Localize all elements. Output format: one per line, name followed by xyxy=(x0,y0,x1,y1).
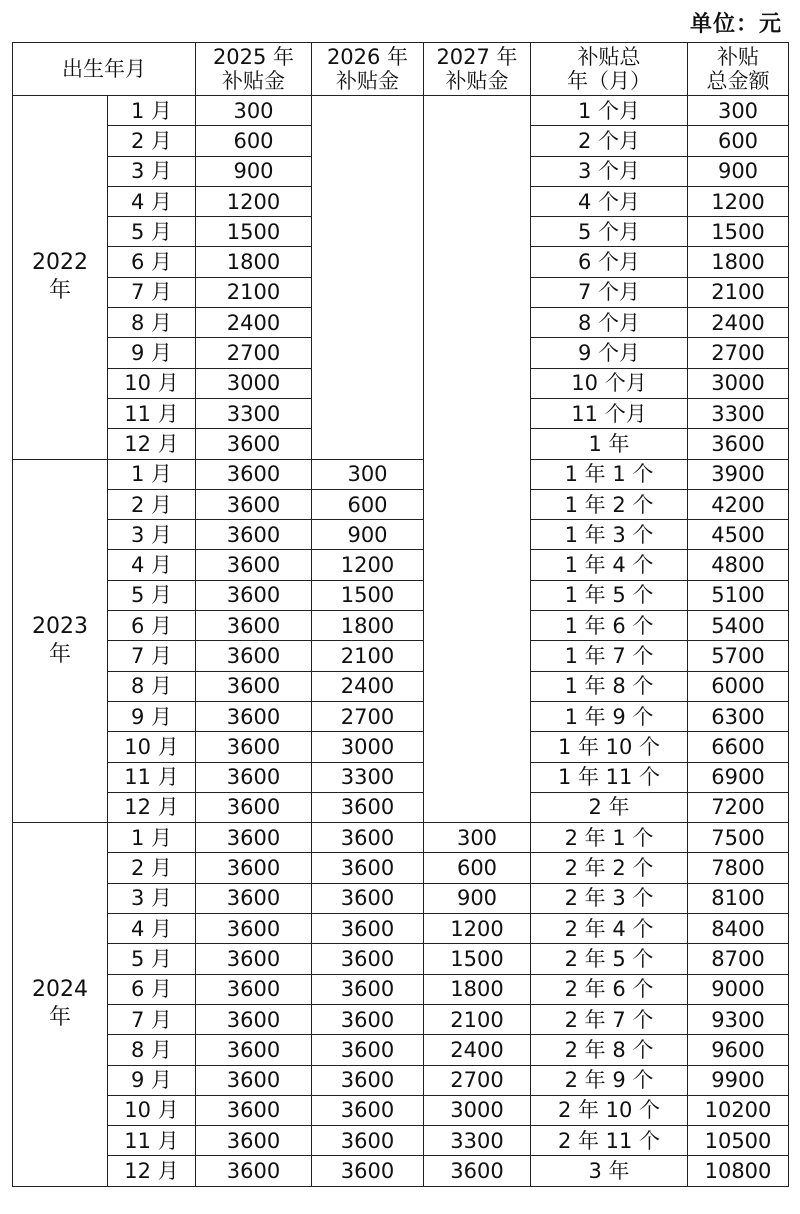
subsidy-2026-cell: 2100 xyxy=(312,641,424,671)
subsidy-2026-cell: 3600 xyxy=(312,974,424,1004)
total-amount-cell: 9900 xyxy=(688,1065,789,1095)
table-row xyxy=(13,883,789,913)
subsidy-2025-cell: 3600 xyxy=(196,914,312,944)
duration-cell: 6 个月 xyxy=(531,247,688,277)
total-amount-cell: 7800 xyxy=(688,853,789,883)
birth-month-cell: 8 月 xyxy=(108,671,196,701)
total-amount-cell: 6900 xyxy=(688,762,789,792)
subsidy-2026-cell: 1200 xyxy=(312,550,424,580)
subsidy-2025-cell: 3600 xyxy=(196,823,312,853)
total-amount-cell: 2100 xyxy=(688,277,789,307)
birth-month-cell: 7 月 xyxy=(108,641,196,671)
birth-month-cell: 6 月 xyxy=(108,247,196,277)
birth-month-cell: 12 月 xyxy=(108,1156,196,1186)
header-total: 补贴 总金额 xyxy=(688,43,789,96)
birth-month-cell: 6 月 xyxy=(108,974,196,1004)
subsidy-2026-cell: 1500 xyxy=(312,580,424,610)
subsidy-2027-cell: 900 xyxy=(424,883,531,913)
duration-cell: 8 个月 xyxy=(531,308,688,338)
subsidy-2025-cell: 3600 xyxy=(196,1156,312,1186)
total-amount-cell: 300 xyxy=(688,96,789,126)
duration-cell: 2 年 11 个 xyxy=(531,1126,688,1156)
subsidy-2025-cell: 3300 xyxy=(196,398,312,428)
duration-cell: 1 个月 xyxy=(531,96,688,126)
total-amount-cell: 10500 xyxy=(688,1126,789,1156)
header-2025: 2025 年 补贴金 xyxy=(196,43,312,96)
table-row xyxy=(13,974,789,1004)
duration-cell: 2 年 xyxy=(531,792,688,822)
birth-month-cell: 2 月 xyxy=(108,853,196,883)
subsidy-2025-cell: 3600 xyxy=(196,641,312,671)
birth-month-cell: 4 月 xyxy=(108,914,196,944)
birth-month-cell: 4 月 xyxy=(108,186,196,216)
duration-cell: 1 年 11 个 xyxy=(531,762,688,792)
unit-label: 单位：元 xyxy=(689,12,782,37)
subsidy-2027-cell: 2400 xyxy=(424,1035,531,1065)
birth-month-cell: 5 月 xyxy=(108,217,196,247)
subsidy-2025-cell: 3600 xyxy=(196,1004,312,1034)
birth-month-cell: 3 月 xyxy=(108,520,196,550)
table-row xyxy=(13,459,789,489)
duration-cell: 1 年 1 个 xyxy=(531,459,688,489)
subsidy-2025-cell: 3600 xyxy=(196,701,312,731)
subsidy-2025-cell: 3600 xyxy=(196,489,312,519)
empty-cell xyxy=(424,96,531,823)
total-amount-cell: 6300 xyxy=(688,701,789,731)
total-amount-cell: 8100 xyxy=(688,883,789,913)
table-row xyxy=(13,1156,789,1186)
subsidy-2026-cell: 3600 xyxy=(312,1035,424,1065)
subsidy-2025-cell: 3600 xyxy=(196,883,312,913)
empty-cell xyxy=(312,96,424,460)
birth-month-cell: 7 月 xyxy=(108,277,196,307)
table-row xyxy=(13,671,789,701)
duration-cell: 2 个月 xyxy=(531,126,688,156)
subsidy-2027-cell: 2700 xyxy=(424,1065,531,1095)
duration-cell: 7 个月 xyxy=(531,277,688,307)
subsidy-2026-cell: 900 xyxy=(312,520,424,550)
duration-cell: 11 个月 xyxy=(531,398,688,428)
duration-cell: 5 个月 xyxy=(531,217,688,247)
subsidy-2025-cell: 3600 xyxy=(196,974,312,1004)
subsidy-2027-cell: 2100 xyxy=(424,1004,531,1034)
subsidy-2026-cell: 3600 xyxy=(312,883,424,913)
subsidy-2025-cell: 3600 xyxy=(196,853,312,883)
subsidy-2025-cell: 3600 xyxy=(196,762,312,792)
subsidy-2025-cell: 300 xyxy=(196,96,312,126)
table-row xyxy=(13,1065,789,1095)
birth-month-cell: 9 月 xyxy=(108,701,196,731)
subsidy-2025-cell: 3600 xyxy=(196,580,312,610)
total-amount-cell: 8700 xyxy=(688,944,789,974)
header-2027: 2027 年 补贴金 xyxy=(424,43,531,96)
total-amount-cell: 5100 xyxy=(688,580,789,610)
total-amount-cell: 10200 xyxy=(688,1095,789,1125)
birth-month-cell: 7 月 xyxy=(108,1004,196,1034)
header-duration: 补贴总 年（月） xyxy=(531,43,688,96)
subsidy-2025-cell: 3600 xyxy=(196,792,312,822)
duration-cell: 1 年 3 个 xyxy=(531,520,688,550)
table-row xyxy=(13,580,789,610)
birth-month-cell: 11 月 xyxy=(108,398,196,428)
total-amount-cell: 600 xyxy=(688,126,789,156)
table-row xyxy=(13,792,789,822)
subsidy-2026-cell: 1800 xyxy=(312,611,424,641)
birth-year-cell: 2023 年 xyxy=(13,459,108,823)
subsidy-2025-cell: 3600 xyxy=(196,1095,312,1125)
duration-cell: 2 年 1 个 xyxy=(531,823,688,853)
table-row xyxy=(13,611,789,641)
total-amount-cell: 4500 xyxy=(688,520,789,550)
birth-month-cell: 10 月 xyxy=(108,1095,196,1125)
table-row xyxy=(13,96,789,126)
table-row xyxy=(13,550,789,580)
subsidy-2026-cell: 3600 xyxy=(312,853,424,883)
birth-month-cell: 1 月 xyxy=(108,823,196,853)
duration-cell: 10 个月 xyxy=(531,368,688,398)
duration-cell: 2 年 4 个 xyxy=(531,914,688,944)
subsidy-2026-cell: 3600 xyxy=(312,1095,424,1125)
subsidy-2026-cell: 3600 xyxy=(312,792,424,822)
subsidy-2025-cell: 900 xyxy=(196,156,312,186)
birth-month-cell: 9 月 xyxy=(108,338,196,368)
subsidy-table xyxy=(12,42,789,1187)
subsidy-2026-cell: 3300 xyxy=(312,762,424,792)
subsidy-2025-cell: 3600 xyxy=(196,944,312,974)
subsidy-2026-cell: 3600 xyxy=(312,944,424,974)
subsidy-2027-cell: 3300 xyxy=(424,1126,531,1156)
total-amount-cell: 6600 xyxy=(688,732,789,762)
subsidy-2025-cell: 3600 xyxy=(196,1065,312,1095)
total-amount-cell: 3300 xyxy=(688,398,789,428)
total-amount-cell: 3000 xyxy=(688,368,789,398)
total-amount-cell: 3600 xyxy=(688,429,789,459)
table-row xyxy=(13,489,789,519)
total-amount-cell: 7200 xyxy=(688,792,789,822)
table-row xyxy=(13,762,789,792)
birth-month-cell: 2 月 xyxy=(108,489,196,519)
duration-cell: 2 年 3 个 xyxy=(531,883,688,913)
duration-cell: 2 年 8 个 xyxy=(531,1035,688,1065)
total-amount-cell: 1200 xyxy=(688,186,789,216)
subsidy-2025-cell: 1500 xyxy=(196,217,312,247)
birth-month-cell: 10 月 xyxy=(108,368,196,398)
duration-cell: 2 年 10 个 xyxy=(531,1095,688,1125)
birth-month-cell: 6 月 xyxy=(108,611,196,641)
birth-month-cell: 11 月 xyxy=(108,1126,196,1156)
birth-month-cell: 11 月 xyxy=(108,762,196,792)
subsidy-2025-cell: 3000 xyxy=(196,368,312,398)
subsidy-2026-cell: 3600 xyxy=(312,1065,424,1095)
subsidy-2025-cell: 2400 xyxy=(196,308,312,338)
total-amount-cell: 4200 xyxy=(688,489,789,519)
duration-cell: 2 年 5 个 xyxy=(531,944,688,974)
subsidy-2026-cell: 3000 xyxy=(312,732,424,762)
subsidy-2025-cell: 3600 xyxy=(196,671,312,701)
birth-month-cell: 2 月 xyxy=(108,126,196,156)
subsidy-2027-cell: 3600 xyxy=(424,1156,531,1186)
subsidy-2027-cell: 1500 xyxy=(424,944,531,974)
header-2026: 2026 年 补贴金 xyxy=(312,43,424,96)
subsidy-2025-cell: 2700 xyxy=(196,338,312,368)
birth-month-cell: 8 月 xyxy=(108,1035,196,1065)
header-row xyxy=(13,43,789,96)
birth-month-cell: 12 月 xyxy=(108,792,196,822)
table-row xyxy=(13,914,789,944)
duration-cell: 2 年 9 个 xyxy=(531,1065,688,1095)
birth-month-cell: 5 月 xyxy=(108,580,196,610)
birth-month-cell: 3 月 xyxy=(108,883,196,913)
total-amount-cell: 7500 xyxy=(688,823,789,853)
header-birth: 出生年月 xyxy=(13,43,196,96)
total-amount-cell: 9300 xyxy=(688,1004,789,1034)
duration-cell: 1 年 xyxy=(531,429,688,459)
birth-month-cell: 4 月 xyxy=(108,550,196,580)
birth-month-cell: 12 月 xyxy=(108,429,196,459)
birth-month-cell: 10 月 xyxy=(108,732,196,762)
total-amount-cell: 900 xyxy=(688,156,789,186)
subsidy-2027-cell: 3000 xyxy=(424,1095,531,1125)
subsidy-2025-cell: 1800 xyxy=(196,247,312,277)
birth-month-cell: 1 月 xyxy=(108,459,196,489)
birth-month-cell: 3 月 xyxy=(108,156,196,186)
duration-cell: 2 年 2 个 xyxy=(531,853,688,883)
subsidy-2026-cell: 3600 xyxy=(312,1156,424,1186)
total-amount-cell: 9000 xyxy=(688,974,789,1004)
duration-cell: 1 年 5 个 xyxy=(531,580,688,610)
total-amount-cell: 10800 xyxy=(688,1156,789,1186)
duration-cell: 1 年 8 个 xyxy=(531,671,688,701)
table-row xyxy=(13,520,789,550)
subsidy-2026-cell: 600 xyxy=(312,489,424,519)
subsidy-2027-cell: 300 xyxy=(424,823,531,853)
subsidy-2026-cell: 3600 xyxy=(312,823,424,853)
birth-month-cell: 8 月 xyxy=(108,308,196,338)
subsidy-2025-cell: 3600 xyxy=(196,550,312,580)
table-row xyxy=(13,1095,789,1125)
table-row xyxy=(13,1126,789,1156)
total-amount-cell: 1500 xyxy=(688,217,789,247)
subsidy-2025-cell: 2100 xyxy=(196,277,312,307)
table-row xyxy=(13,944,789,974)
duration-cell: 2 年 7 个 xyxy=(531,1004,688,1034)
birth-year-cell: 2024 年 xyxy=(13,823,108,1187)
total-amount-cell: 1800 xyxy=(688,247,789,277)
table-row xyxy=(13,823,789,853)
subsidy-2026-cell: 2700 xyxy=(312,701,424,731)
subsidy-2025-cell: 3600 xyxy=(196,1126,312,1156)
subsidy-2027-cell: 600 xyxy=(424,853,531,883)
table-row xyxy=(13,853,789,883)
total-amount-cell: 5700 xyxy=(688,641,789,671)
subsidy-2026-cell: 3600 xyxy=(312,1126,424,1156)
duration-cell: 1 年 2 个 xyxy=(531,489,688,519)
subsidy-2025-cell: 3600 xyxy=(196,1035,312,1065)
table-row xyxy=(13,641,789,671)
subsidy-2026-cell: 300 xyxy=(312,459,424,489)
duration-cell: 1 年 6 个 xyxy=(531,611,688,641)
subsidy-2026-cell: 2400 xyxy=(312,671,424,701)
duration-cell: 9 个月 xyxy=(531,338,688,368)
subsidy-2026-cell: 3600 xyxy=(312,1004,424,1034)
subsidy-2025-cell: 3600 xyxy=(196,732,312,762)
subsidy-2025-cell: 1200 xyxy=(196,186,312,216)
subsidy-2025-cell: 3600 xyxy=(196,429,312,459)
table-row xyxy=(13,701,789,731)
subsidy-2025-cell: 600 xyxy=(196,126,312,156)
birth-year-cell: 2022 年 xyxy=(13,96,108,460)
total-amount-cell: 6000 xyxy=(688,671,789,701)
duration-cell: 3 年 xyxy=(531,1156,688,1186)
duration-cell: 1 年 10 个 xyxy=(531,732,688,762)
table-row xyxy=(13,1004,789,1034)
duration-cell: 1 年 9 个 xyxy=(531,701,688,731)
total-amount-cell: 4800 xyxy=(688,550,789,580)
duration-cell: 3 个月 xyxy=(531,156,688,186)
duration-cell: 2 年 6 个 xyxy=(531,974,688,1004)
birth-month-cell: 9 月 xyxy=(108,1065,196,1095)
total-amount-cell: 2700 xyxy=(688,338,789,368)
subsidy-2027-cell: 1800 xyxy=(424,974,531,1004)
subsidy-2025-cell: 3600 xyxy=(196,611,312,641)
subsidy-2025-cell: 3600 xyxy=(196,520,312,550)
subsidy-2026-cell: 3600 xyxy=(312,914,424,944)
total-amount-cell: 5400 xyxy=(688,611,789,641)
subsidy-2027-cell: 1200 xyxy=(424,914,531,944)
duration-cell: 4 个月 xyxy=(531,186,688,216)
birth-month-cell: 5 月 xyxy=(108,944,196,974)
total-amount-cell: 2400 xyxy=(688,308,789,338)
total-amount-cell: 3900 xyxy=(688,459,789,489)
subsidy-2025-cell: 3600 xyxy=(196,459,312,489)
total-amount-cell: 8400 xyxy=(688,914,789,944)
table-row xyxy=(13,732,789,762)
table-row xyxy=(13,1035,789,1065)
total-amount-cell: 9600 xyxy=(688,1035,789,1065)
duration-cell: 1 年 7 个 xyxy=(531,641,688,671)
birth-month-cell: 1 月 xyxy=(108,96,196,126)
duration-cell: 1 年 4 个 xyxy=(531,550,688,580)
